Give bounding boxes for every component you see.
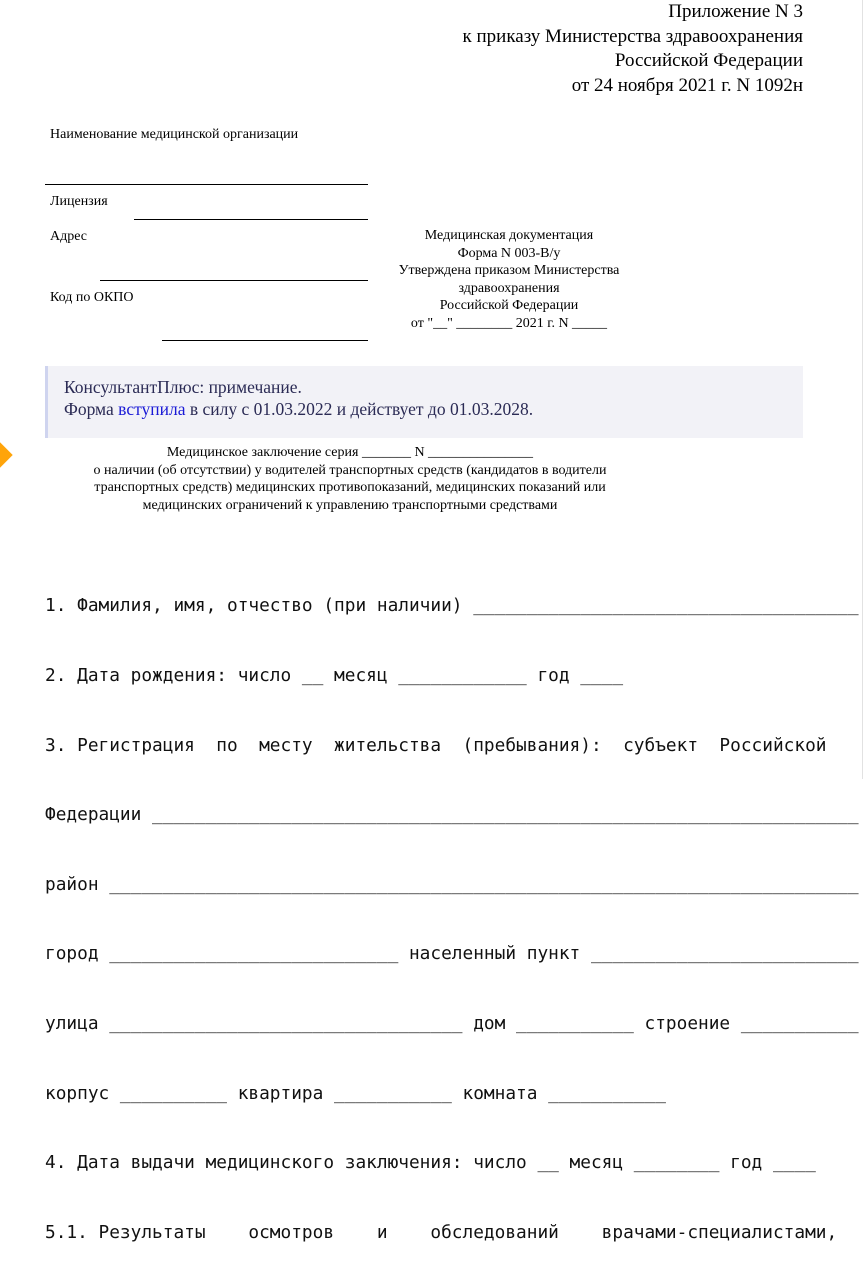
appendix-line: Приложение N 3 — [668, 1, 803, 22]
field-birth-date: 2. Дата рождения: число __ месяц ____________ год ____ — [45, 665, 624, 686]
appendix-header — [463, 0, 804, 98]
appendix-line: Российской Федерации — [614, 50, 803, 71]
note-link-entered-force[interactable]: вступила — [118, 399, 186, 419]
page-right-edge — [862, 0, 863, 779]
consultant-note — [45, 366, 803, 438]
form-meta — [370, 227, 648, 332]
form-meta-line: Российской Федерации — [439, 298, 579, 313]
note-title: КонсультантПлюс: примечание. — [64, 377, 302, 397]
address-label: Адрес — [50, 229, 88, 244]
appendix-line: от 24 ноября 2021 г. N 1092н — [571, 74, 803, 96]
conclusion-title-line: транспортных средств) медицинских противопоказаний, медицинских показаний или — [94, 480, 606, 495]
license-line — [134, 219, 368, 220]
okpo-label: Код по ОКПО — [50, 290, 134, 305]
conclusion-title-line: о наличии (об отсутствии) у водителей транспортных средств (кандидатов в водители — [93, 462, 607, 478]
conclusion-title-line: медицинских ограничений к управлению транспортными средствами — [142, 497, 558, 513]
field-city-settlement: город ___________________________ населенный пункт _________________________ — [45, 943, 859, 965]
field-block-apartment-room: корпус __________ квартира ___________ комната ___________ — [45, 1082, 666, 1104]
form-meta-line: Форма N 003-В/у — [457, 245, 561, 261]
field-full-name: 1. Фамилия, имя, отчество (при наличии) ____________________________________ — [45, 595, 859, 617]
note-text-before: Форма — [64, 399, 119, 419]
field-issue-date: 4. Дата выдачи медицинского заключения: число __ месяц ________ год ____ — [45, 1152, 816, 1174]
field-exam-results: 5.1. Результаты осмотров и обследований врачами-специалистами, — [45, 1221, 838, 1243]
license-label: Лицензия — [50, 194, 108, 209]
field-federation-subject: Федерации __________________________________________________________________ — [45, 804, 859, 826]
orange-diamond-bookmark-icon[interactable] — [0, 442, 13, 467]
conclusion-title — [40, 444, 660, 514]
organization-name-line — [45, 184, 368, 185]
field-district: район ______________________________________________________________________ — [45, 873, 859, 895]
okpo-line — [162, 340, 368, 341]
form-fields — [45, 548, 859, 1267]
note-text-after: в силу с 01.03.2022 и действует до 01.03.2028. — [185, 399, 534, 419]
form-meta-line: Утверждена приказом Министерства — [398, 263, 620, 278]
note-text — [64, 398, 803, 420]
conclusion-title-line: Медицинское заключение серия _______ N _______________ — [166, 445, 534, 460]
field-registration: 3. Регистрация по месту жительства (пребывания): субъект Российской — [45, 734, 827, 756]
form-meta-line: от "__" ________ 2021 г. N _____ — [410, 315, 608, 331]
organization-name-label: Наименование медицинской организации — [50, 127, 299, 142]
form-meta-line: Медицинская документация — [424, 228, 594, 243]
appendix-line: к приказу Министерства здравоохранения — [462, 25, 803, 47]
field-street-house-building: улица _________________________________ дом ___________ строение ___________ — [45, 1012, 859, 1034]
address-line — [100, 280, 368, 281]
form-meta-line: здравоохранения — [458, 280, 560, 296]
